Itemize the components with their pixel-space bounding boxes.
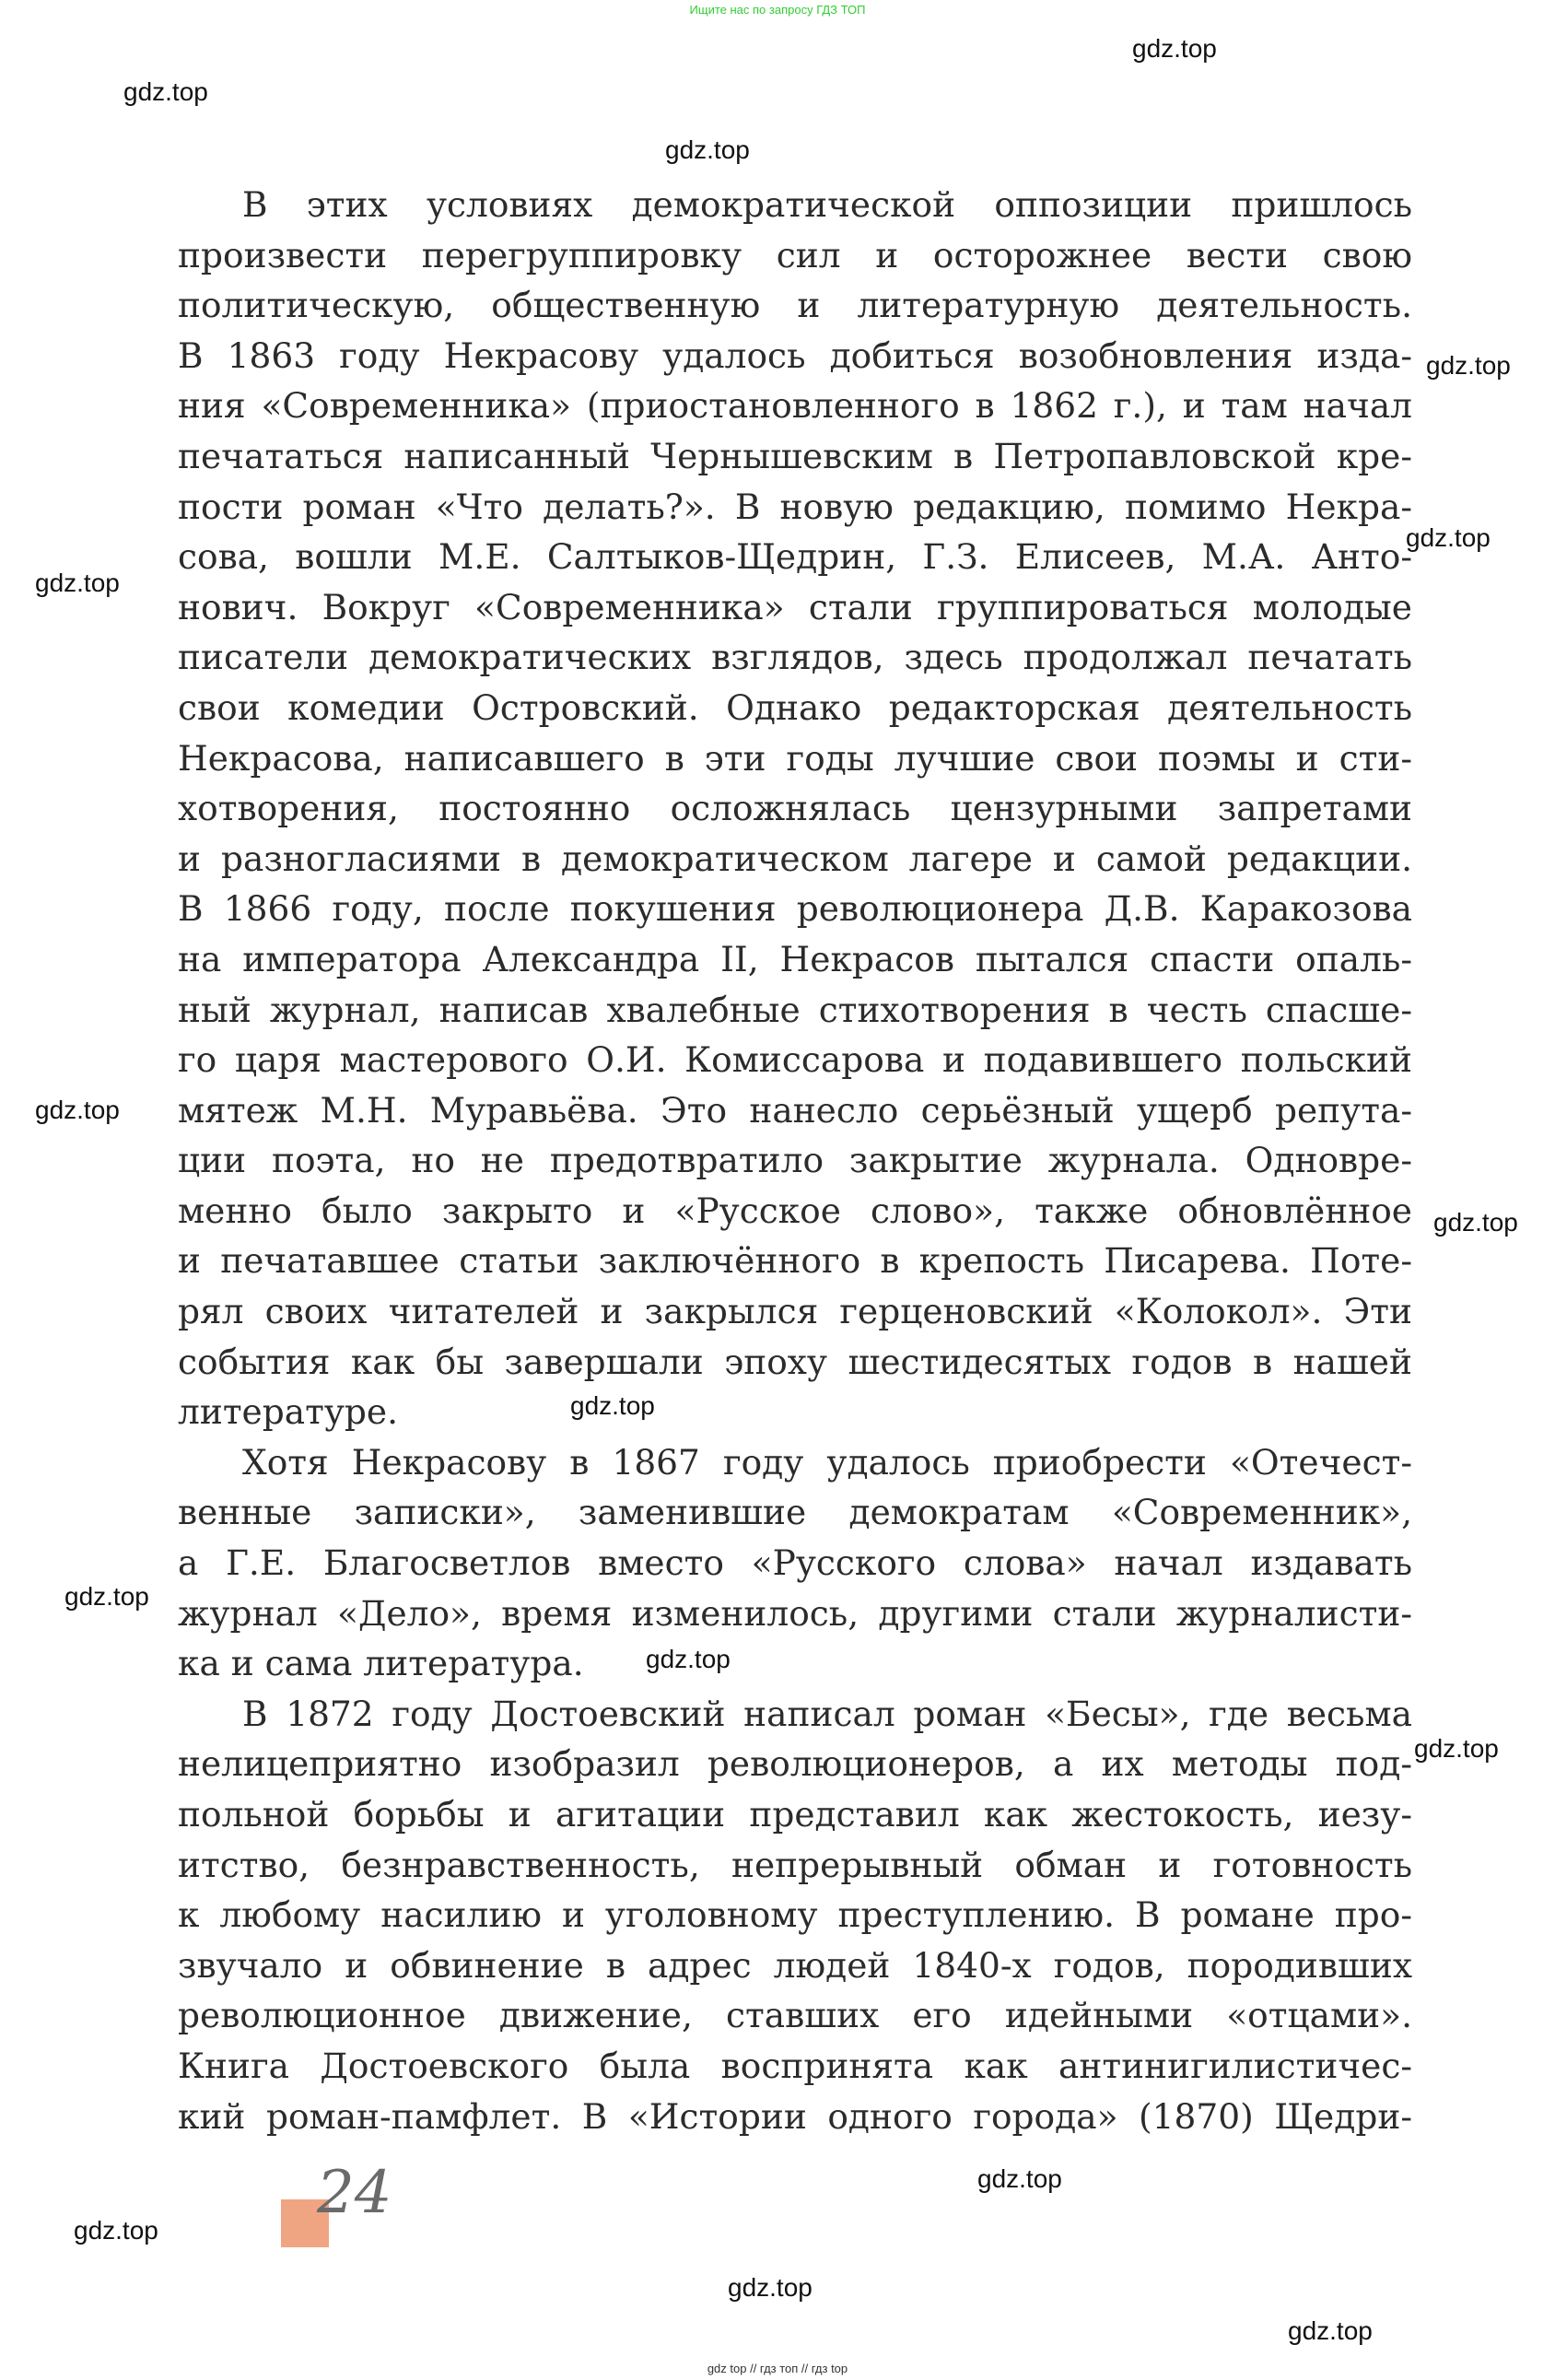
text-line: сова, вошли М.Е. Салтыков-Щедрин, Г.З. Елисеев, М.А. Анто-	[178, 536, 1412, 578]
text-line: революционное движение, ставших его идейными «отцами».	[178, 1995, 1412, 2036]
text-line: ния «Современника» (приостановленного в 1862 г.), и там начал	[178, 385, 1412, 427]
text-line: свои комедии Островский. Однако редакторская деятельность	[178, 686, 1412, 728]
text-line: звучало и обвинение в адрес людей 1840-х годов, породивших	[178, 1944, 1412, 1986]
text-line: на императора Александра II, Некрасов пытался спасти опаль-	[178, 938, 1412, 979]
text-line: итство, безнравственность, непрерывный обман и готовность	[178, 1844, 1412, 1885]
watermark: gdz.top	[665, 135, 750, 164]
watermark: gdz.top	[728, 2273, 813, 2302]
watermark: gdz.top	[977, 2164, 1062, 2193]
text-line: Книга Достоевского была воспринята как антинигилистичес-	[178, 2045, 1412, 2086]
text-line: к любому насилию и уголовному преступлению. В романе про-	[178, 1894, 1412, 1936]
text-line: В 1863 году Некрасову удалось добиться возобновления изда-	[178, 334, 1412, 376]
page-number: 24	[317, 2159, 392, 2227]
text-line: менно было закрыто и «Русское слово», также обновлённое	[178, 1190, 1412, 1231]
watermark: gdz.top	[1132, 34, 1217, 63]
text-line: нович. Вокруг «Современника» стали группироваться молодые	[178, 586, 1412, 627]
watermark: gdz.top	[1414, 1734, 1499, 1763]
watermark: gdz.top	[1426, 351, 1511, 380]
text-line: писатели демократических взглядов, здесь продолжал печатать	[178, 637, 1412, 678]
text-line: В 1866 году, после покушения революционера Д.В. Каракозова	[178, 888, 1412, 930]
text-line: ции поэта, но не предотвратило закрытие журнала. Одновре-	[178, 1140, 1412, 1181]
text-line: произвести перегруппировку сил и осторожнее вести свою	[178, 234, 1412, 276]
text-line: В этих условиях демократической оппозиции пришлось	[242, 184, 1412, 225]
top-banner: Ищите нас по запросу ГДЗ ТОП	[689, 3, 866, 17]
watermark: gdz.top	[1433, 1208, 1518, 1237]
text-line: журнал «Дело», время изменилось, другими стали журналисти-	[178, 1592, 1412, 1634]
text-line: венные записки», заменившие демократам «Современник»,	[178, 1492, 1412, 1533]
text-line: и разногласиями в демократическом лагере и самой редакции.	[178, 838, 1412, 879]
text-line: хотворения, постоянно осложнялась цензурными запретами	[178, 788, 1412, 829]
watermark: gdz.top	[646, 1645, 731, 1673]
watermark: gdz.top	[570, 1391, 655, 1420]
bottom-footer: gdz top // гдз топ // гдз top	[707, 2362, 848, 2375]
watermark: gdz.top	[35, 1096, 120, 1124]
text-line: а Г.Е. Благосветлов вместо «Русского слова» начал издавать	[178, 1542, 1412, 1584]
watermark: gdz.top	[35, 569, 120, 597]
text-line: рял своих читателей и закрылся герценовский «Колокол». Эти	[178, 1291, 1412, 1332]
text-line: литературе.	[178, 1391, 399, 1433]
text-line: ный журнал, написав хвалебные стихотворения в честь спасше-	[178, 989, 1412, 1030]
text-line: события как бы завершали эпоху шестидесятых годов в нашей	[178, 1341, 1412, 1382]
text-line: политическую, общественную и литературную деятельность.	[178, 285, 1412, 326]
text-line: нелицеприятно изобразил революционеров, а их методы под-	[178, 1743, 1412, 1785]
watermark: gdz.top	[74, 2216, 158, 2245]
text-line: го царя мастерового О.И. Комиссарова и подавившего польский	[178, 1039, 1412, 1081]
body-text	[178, 180, 1412, 2141]
text-line: ка и сама литература.	[178, 1643, 584, 1684]
text-line: польной борьбы и агитации представил как жестокость, иезу-	[178, 1794, 1412, 1835]
text-line: пости роман «Что делать?». В новую редакцию, помимо Некра-	[178, 486, 1412, 527]
watermark: gdz.top	[123, 77, 208, 106]
watermark: gdz.top	[1406, 523, 1491, 552]
text-line: мятеж М.Н. Муравьёва. Это нанесло серьёзный ущерб репута-	[178, 1089, 1412, 1131]
watermark: gdz.top	[1288, 2316, 1373, 2345]
text-line: В 1872 году Достоевский написал роман «Бесы», где весьма	[242, 1693, 1412, 1734]
watermark: gdz.top	[64, 1582, 149, 1611]
text-line: печататься написанный Чернышевским в Петропавловской кре-	[178, 435, 1412, 476]
text-line: и печатавшее статьи заключённого в крепость Писарева. Поте-	[178, 1240, 1412, 1282]
text-line: Некрасова, написавшего в эти годы лучшие свои поэмы и сти-	[178, 737, 1412, 779]
text-line: кий роман-памфлет. В «Истории одного города» (1870) Щедри-	[178, 2095, 1412, 2137]
text-line: Хотя Некрасову в 1867 году удалось приобрести «Отечест-	[242, 1441, 1412, 1483]
